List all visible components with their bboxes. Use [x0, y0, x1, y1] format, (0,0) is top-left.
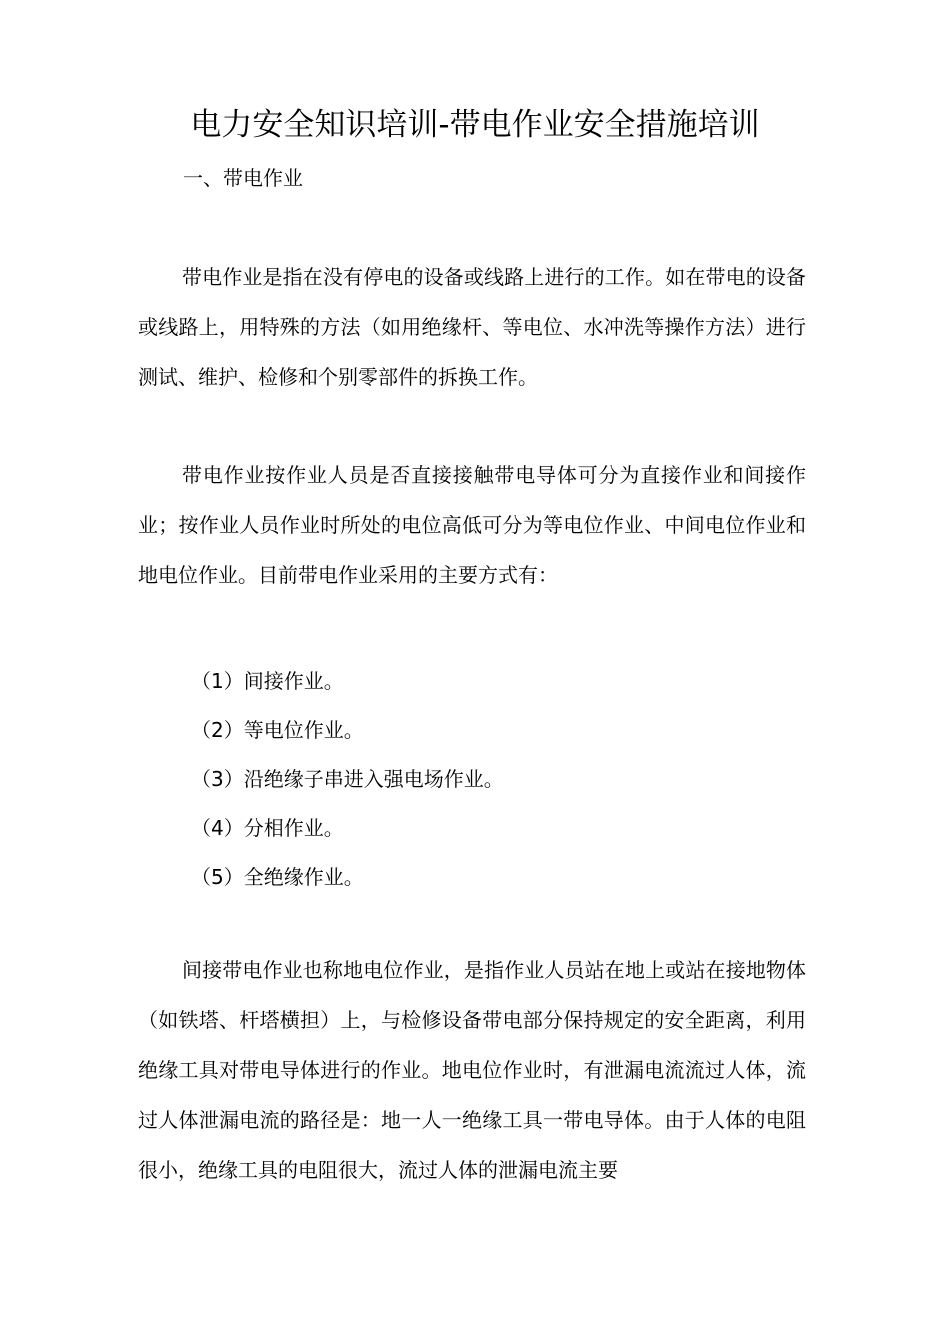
- paragraph-indirect-work: 间接带电作业也称地电位作业，是指作业人员站在地上或站在接地物体（如铁塔、杆塔横担）上，与检修设备带电部分保持规定的安全距离，利用绝缘工具对带电导体进行的作业。地电位作业时，有泄漏电流流过人体，流过人体泄漏电流的路径是：地一人一绝缘工具一带电导体。由于人体的电阻很小，绝缘工具的电阻很大，流过人体的泄漏电流主要: [138, 958, 806, 1182]
- section-heading: 一、带电作业: [183, 166, 303, 190]
- list-item: （1）间接作业。: [191, 669, 344, 693]
- paragraph-definition: 带电作业是指在没有停电的设备或线路上进行的工作。如在带电的设备或线路上，用特殊的方法（如用绝缘杆、等电位、水冲洗等操作方法）进行测试、维护、检修和个别零部件的拆换工作。: [138, 265, 806, 389]
- document-title: 电力安全知识培训-带电作业安全措施培训: [190, 107, 760, 143]
- list-item: （2）等电位作业。: [191, 718, 364, 742]
- list-item: （5）全绝缘作业。: [191, 865, 364, 889]
- paragraph-classification: 带电作业按作业人员是否直接接触带电导体可分为直接作业和间接作业；按作业人员作业时所处的电位高低可分为等电位作业、中间电位作业和地电位作业。目前带电作业采用的主要方式有：: [138, 463, 806, 587]
- list-item: （4）分相作业。: [191, 816, 344, 840]
- work-methods-list: [191, 657, 504, 902]
- list-item: （3）沿绝缘子串进入强电场作业。: [191, 767, 504, 791]
